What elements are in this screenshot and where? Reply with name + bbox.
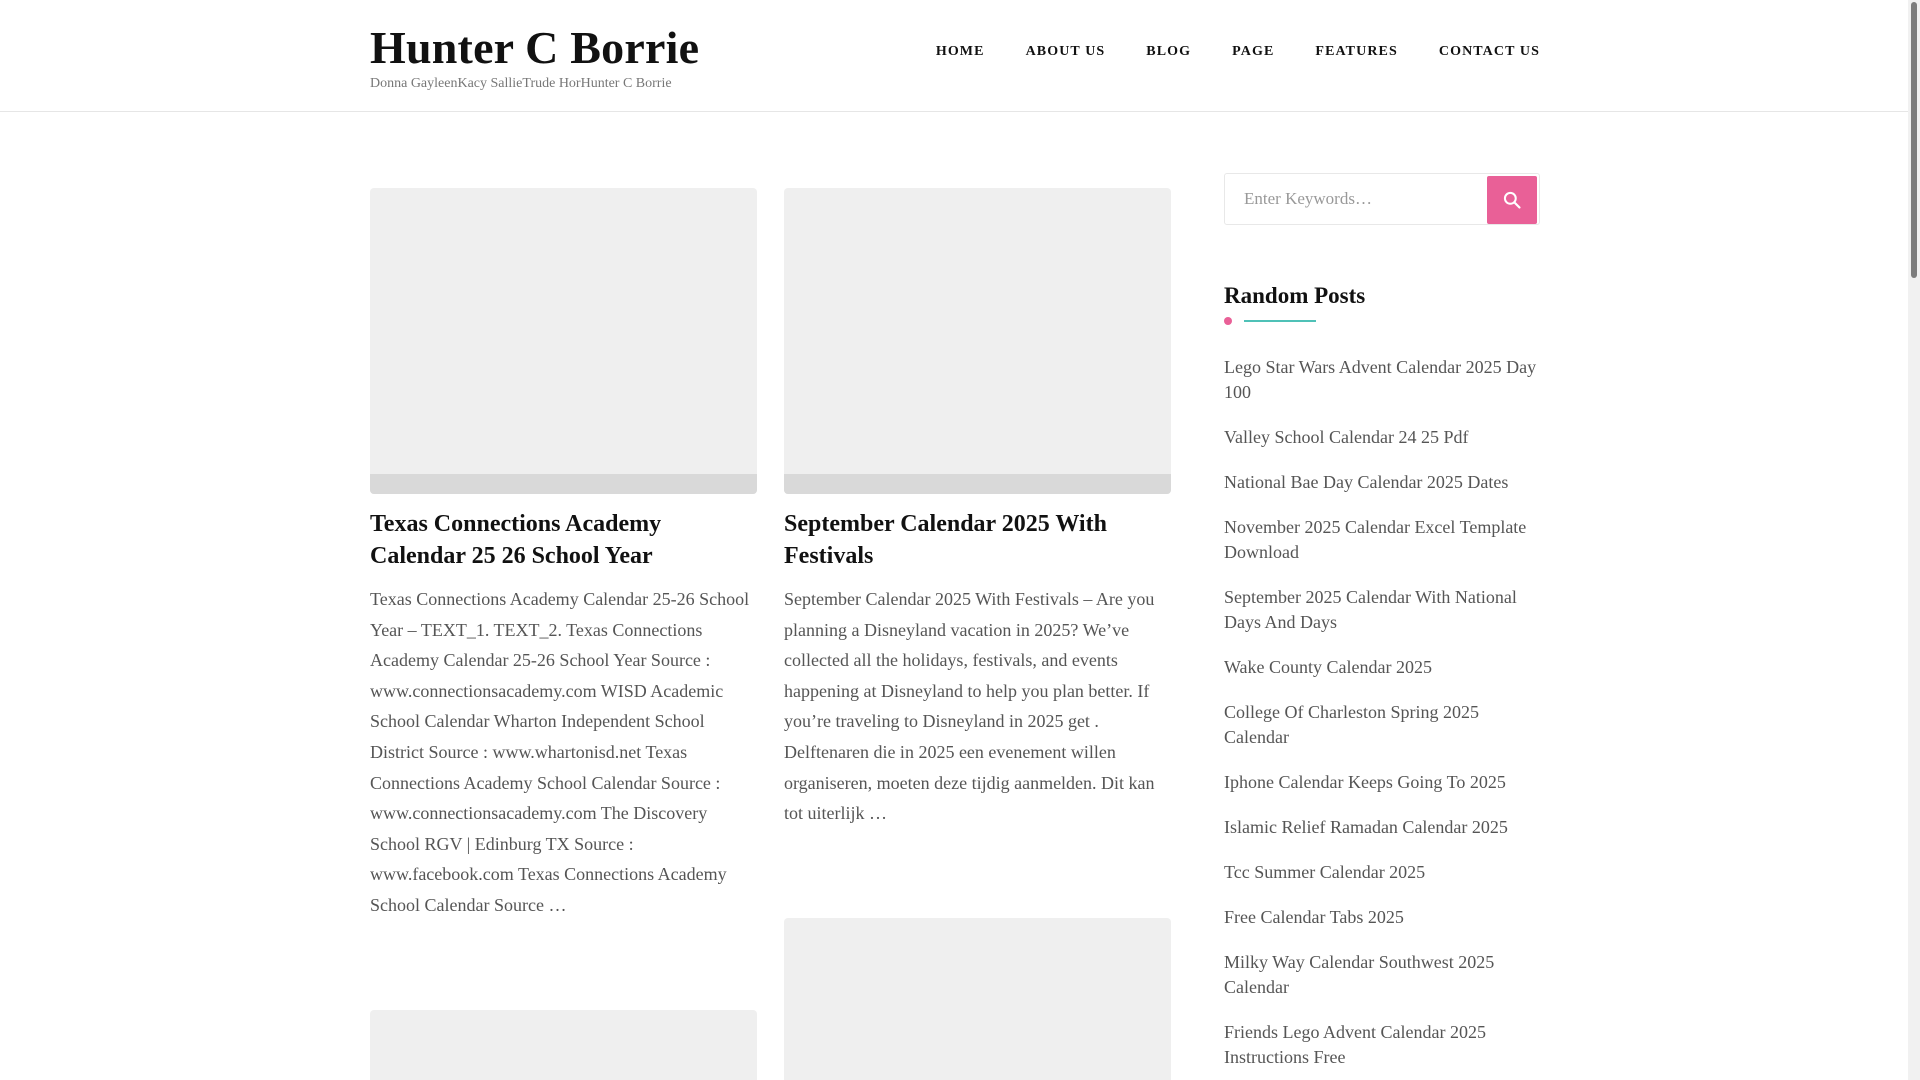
random-post-link[interactable]: Islamic Relief Ramadan Calendar 2025 bbox=[1224, 817, 1508, 837]
random-posts-list bbox=[1224, 355, 1540, 1070]
post-card bbox=[784, 188, 1171, 829]
site-title[interactable]: Hunter C Borrie bbox=[370, 22, 700, 73]
post-thumbnail[interactable] bbox=[370, 188, 757, 494]
underline-dot bbox=[1224, 317, 1232, 325]
nav-contact-us[interactable]: CONTACT US bbox=[1438, 44, 1540, 59]
search-button[interactable] bbox=[1487, 176, 1537, 224]
thumbnail-caption-bar bbox=[784, 474, 1171, 494]
post-card bbox=[370, 188, 757, 921]
underline-line bbox=[1244, 320, 1316, 322]
brand bbox=[370, 22, 699, 92]
nav-home[interactable]: HOME bbox=[935, 44, 985, 59]
sidebar bbox=[1224, 173, 1540, 1080]
random-post-link[interactable]: Wake County Calendar 2025 bbox=[1224, 657, 1433, 677]
post-excerpt: September Calendar 2025 With Festivals – Are you planning a Disneyland vacation in 2025? We’ve collected all the holidays, festivals, and events happening at Disneyland to help you plan better. If you’re traveling to Disneyland in 2025 get . Delftenaren die in 2025 een evenement willen organiseren, moeten deze tijdig aanmelden. Dit kan tot uiterlijk … bbox=[784, 589, 1155, 824]
random-post-link[interactable]: September 2025 Calendar With National Days And Days bbox=[1224, 587, 1517, 632]
random-posts-title: Random Posts bbox=[1224, 283, 1366, 308]
nav-page[interactable]: PAGE bbox=[1232, 44, 1275, 59]
random-post-link[interactable]: Friends Lego Advent Calendar 2025 Instructions Free bbox=[1224, 1022, 1486, 1067]
random-post-link[interactable]: Lego Star Wars Advent Calendar 2025 Day 100 bbox=[1224, 357, 1537, 402]
nav-blog[interactable]: BLOG bbox=[1146, 44, 1192, 59]
thumbnail-caption-bar bbox=[370, 474, 757, 494]
search-form bbox=[1224, 173, 1540, 225]
post-thumbnail[interactable] bbox=[784, 188, 1171, 494]
nav-features[interactable]: FEATURES bbox=[1315, 44, 1398, 59]
random-post-link[interactable]: Milky Way Calendar Southwest 2025 Calendar bbox=[1224, 952, 1495, 997]
random-post-link[interactable]: November 2025 Calendar Excel Template Download bbox=[1224, 517, 1527, 562]
post-excerpt: Texas Connections Academy Calendar 25-26 School Year – TEXT_1. TEXT_2. Texas Connections Academy Calendar 25-26 School Year Source : www.connectionsacademy.com WISD Academic School Calendar Wharton Independent School District Source : www.whartonisd.net Texas Connections Academy School Calendar Source : www.connectionsacademy.com The Discovery School RGV | Edinburg TX Source : www.facebook.com Texas Connections Academy School Calendar Source … bbox=[370, 589, 750, 915]
post-thumbnail[interactable] bbox=[784, 918, 1171, 1080]
random-post-link[interactable]: Valley School Calendar 24 25 Pdf bbox=[1224, 427, 1469, 447]
post-card bbox=[784, 918, 1171, 1080]
random-post-link[interactable]: National Bae Day Calendar 2025 Dates bbox=[1224, 472, 1509, 492]
nav-about-us[interactable]: ABOUT US bbox=[1025, 44, 1106, 59]
search-icon bbox=[1502, 190, 1522, 210]
random-post-link[interactable]: Tcc Summer Calendar 2025 bbox=[1224, 862, 1426, 882]
main-nav bbox=[936, 44, 1540, 60]
post-thumbnail[interactable] bbox=[370, 1010, 757, 1080]
title-underline bbox=[1224, 317, 1354, 325]
random-post-link[interactable]: College Of Charleston Spring 2025 Calendar bbox=[1224, 702, 1479, 747]
post-card bbox=[370, 1010, 757, 1080]
page-scrollbar[interactable] bbox=[1908, 0, 1920, 1080]
site-tagline: Donna GayleenKacy SallieTrude HorHunter C Borrie bbox=[370, 76, 672, 91]
site-header bbox=[0, 0, 1908, 112]
random-post-link[interactable]: Iphone Calendar Keeps Going To 2025 bbox=[1224, 772, 1506, 792]
search-input[interactable] bbox=[1226, 175, 1486, 223]
random-post-link[interactable]: Free Calendar Tabs 2025 bbox=[1224, 907, 1404, 927]
post-title[interactable]: September Calendar 2025 With Festivals bbox=[784, 511, 1107, 569]
post-title[interactable]: Texas Connections Academy Calendar 25 26 School Year bbox=[370, 511, 662, 569]
scrollbar-thumb[interactable] bbox=[1911, 2, 1917, 278]
